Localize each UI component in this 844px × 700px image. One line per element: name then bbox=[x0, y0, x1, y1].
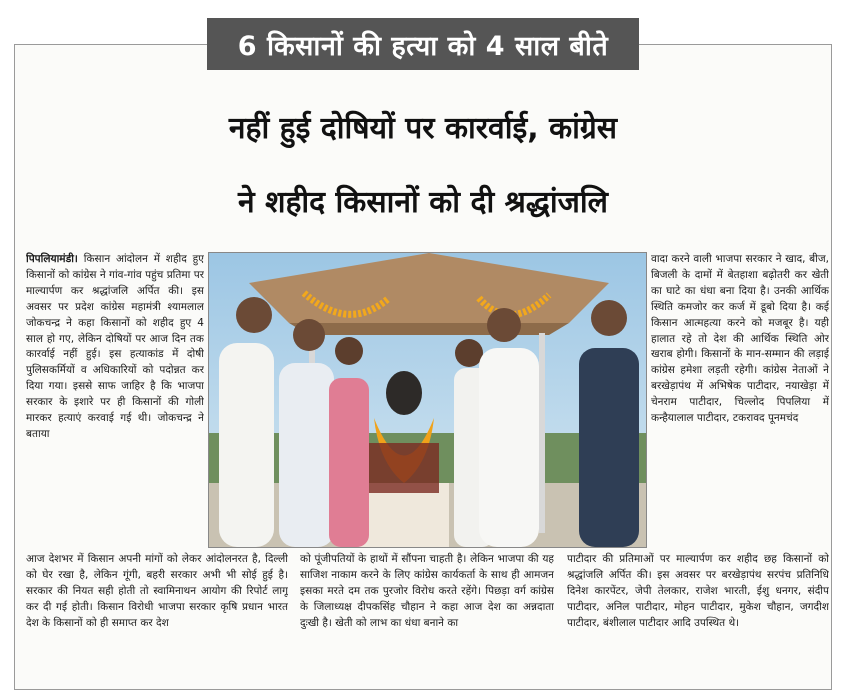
bottom-column-3-text: पाटीदार की प्रतिमाओं पर माल्यार्पण कर शहीद छह किसानों को श्रद्धांजलि अर्पित की। इस अवसर पर बरखेड़ापंथ सरपंच प्रतिनिधि दिनेश कारपेंटर, जेपी तेलकार, राजेश भारती, ईशु धनगर, संदीप पाटीदार, अनिल पाटीदार, मोहन पाटीदार, मुकेश चौहान, जगदीश पाटीदार, बंशीलाल पाटीदार आदि उपस्थित थे। bbox=[567, 553, 829, 629]
news-photo bbox=[208, 252, 647, 548]
kicker-text: 6 किसानों की हत्या को 4 साल बीते bbox=[237, 30, 609, 62]
dateline: पिपलियामंडी। bbox=[26, 253, 78, 265]
bottom-column-2-text: को पूंजीपतियों के हाथों में सौंपना चाहती है। लेकिन भाजपा की यह साजिश नाकाम करने के लिए कांग्रेस कार्यकर्ता के साथ ही आमजन इसका मरते दम तक पुरजोर विरोध करते रहेंगे। पिछड़ा वर्ग कांग्रेस के जिलाध्यक्ष दीपकसिंह चौहान ने कहा आज देश का अन्नदाता दुःखी है। खेती को लाभ का धंधा बनाने का bbox=[300, 553, 554, 629]
article-column-right bbox=[651, 252, 829, 548]
article-bottom-column-3 bbox=[567, 552, 829, 674]
article-column-left bbox=[26, 252, 204, 548]
bottom-column-1-text: आज देशभर में किसान अपनी मांगों को लेकर आंदोलनरत है, दिल्ली को घेर रखा है, लेकिन गूंगी, बहरी सरकार अभी भी सोई हुई है। सरकार की नियत सही होती तो स्वामिनाथन आयोग की रिपोर्ट लागू कर दी गई होती। किसान विरोधी भाजपा सरकार कृषि प्रधान भारत देश के किसानों को ही समाप्त कर देश bbox=[26, 553, 288, 629]
headline bbox=[14, 92, 832, 240]
kicker-strap bbox=[207, 18, 639, 70]
headline-line-1: नहीं हुई दोषियों पर कारर्वाई, कांग्रेस bbox=[228, 111, 618, 146]
right-column-text: वादा करने वाली भाजपा सरकार ने खाद, बीज, बिजली के दामों में बेतहाशा बढ़ोतरी कर खेती का घाटे का धंधा बना दिया है। उनकी आर्थिक स्थिति कमजोर कर कर्ज में डूबो दिया है। कई किसान आत्महत्या करने को मजबूर है। यही हालात रहे तो देश की आर्थिक स्थिति ओर खराब होगी। किसानों के मान-सम्मान की लड़ाई कांग्रेस हमेशा लड़ती रहेगी। कांग्रेस नेताओं ने बरखेड़ापंथ में अभिषेक पाटीदार, नयाखेड़ा में चेनराम पाटीदार, चिल्लोद पिपलिया में कन्हैयालाल पाटीदार, टकरावद पूनमचंद bbox=[651, 253, 829, 425]
article-bottom-column-1 bbox=[26, 552, 288, 674]
statue-bust bbox=[386, 371, 422, 415]
headline-line-2: ने शहीद किसानों को दी श्रद्धांजलि bbox=[237, 185, 609, 220]
article-bottom-column-2 bbox=[300, 552, 554, 674]
left-column-text: किसान आंदोलन में शहीद हुए किसानों को कांग्रेस ने गांव-गांव पहुंच प्रतिमा पर माल्यार्पण कर श्रद्धांजलि अर्पित की। इस अवसर पर प्रदेश कांग्रेस महामंत्री श्यामलाल जोकचन्द्र ने कहा किसानों को शहीद हुए 4 साल हो गए, लेकिन दोषियों पर आज दिन तक कारर्वाई नहीं हुई। इस हत्याकांड में दोषी पुलिसकर्मियों व अधिकारियों को पदोन्नत कर दिया गया। इससे साफ जाहिर है कि भाजपा सरकार के इशारे पर ही किसानों की गोली मारकर हत्याएं करवाई गई थी। जोकचन्द्र ने बताया bbox=[26, 253, 204, 440]
